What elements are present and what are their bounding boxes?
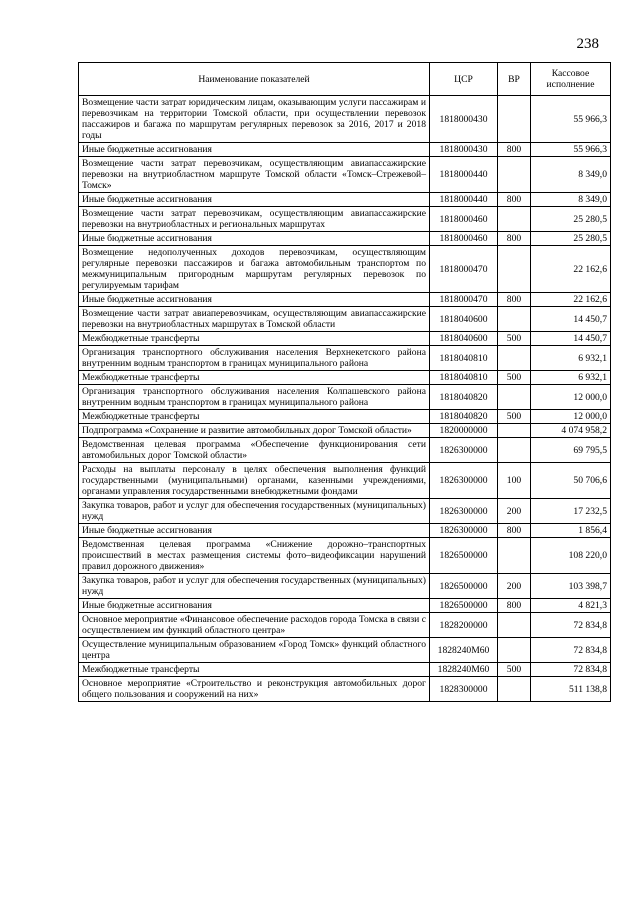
table-row xyxy=(79,246,611,293)
row-name-cell: Иные бюджетные ассигнования xyxy=(79,524,430,538)
row-csr-cell: 1818000430 xyxy=(430,96,498,143)
table-row xyxy=(79,499,611,524)
table-row xyxy=(79,346,611,371)
row-name-cell: Возмещение части затрат юридическим лицам, оказывающим услуги пассажирам и перевозчикам на территории Томской области, при осуществлении перевозок пассажиров и багажа по маршрутам регулярных перевозок за 2016, 2017 и 2018 годы xyxy=(79,96,430,143)
row-name-cell: Иные бюджетные ассигнования xyxy=(79,599,430,613)
row-csr-cell: 1826300000 xyxy=(430,438,498,463)
row-vr-cell: 500 xyxy=(498,410,531,424)
row-csr-cell: 1818040600 xyxy=(430,307,498,332)
row-csr-cell: 1826500000 xyxy=(430,599,498,613)
table-row xyxy=(79,293,611,307)
row-csr-cell: 1818000470 xyxy=(430,293,498,307)
table-row xyxy=(79,332,611,346)
row-sum-cell: 25 280,5 xyxy=(531,207,611,232)
table-row xyxy=(79,143,611,157)
row-vr-cell xyxy=(498,424,531,438)
header-name: Наименование показателей xyxy=(79,63,430,96)
row-vr-cell: 800 xyxy=(498,232,531,246)
row-name-cell: Возмещение части затрат перевозчикам, осуществляющим авиапассажирские перевозки на внутриобластном маршруте Томской области «Томск–Стрежевой–Томск» xyxy=(79,157,430,193)
table-body xyxy=(79,96,611,702)
table-row xyxy=(79,371,611,385)
row-sum-cell: 511 138,8 xyxy=(531,677,611,702)
row-vr-cell xyxy=(498,638,531,663)
row-vr-cell: 800 xyxy=(498,293,531,307)
row-sum-cell: 12 000,0 xyxy=(531,410,611,424)
table-row xyxy=(79,599,611,613)
row-vr-cell: 500 xyxy=(498,371,531,385)
row-sum-cell: 55 966,3 xyxy=(531,96,611,143)
budget-table xyxy=(78,62,611,702)
table-row xyxy=(79,424,611,438)
table-row xyxy=(79,307,611,332)
row-vr-cell xyxy=(498,385,531,410)
header-vr: ВР xyxy=(498,63,531,96)
row-name-cell: Возмещение части затрат перевозчикам, осуществляющим авиапассажирские перевозки на внутриобластных и региональных маршрутах xyxy=(79,207,430,232)
row-vr-cell xyxy=(498,538,531,574)
row-csr-cell: 1818000440 xyxy=(430,193,498,207)
row-vr-cell: 500 xyxy=(498,332,531,346)
row-vr-cell: 200 xyxy=(498,499,531,524)
row-vr-cell xyxy=(498,613,531,638)
row-name-cell: Закупка товаров, работ и услуг для обеспечения государственных (муниципальных) нужд xyxy=(79,574,430,599)
row-sum-cell: 6 932,1 xyxy=(531,346,611,371)
table-row xyxy=(79,613,611,638)
row-csr-cell: 1826500000 xyxy=(430,538,498,574)
table-row xyxy=(79,193,611,207)
row-sum-cell: 8 349,0 xyxy=(531,157,611,193)
row-name-cell: Основное мероприятие «Строительство и реконструкция автомобильных дорог общего пользования и сооружений на них» xyxy=(79,677,430,702)
row-vr-cell xyxy=(498,346,531,371)
table-row xyxy=(79,438,611,463)
row-name-cell: Закупка товаров, работ и услуг для обеспечения государственных (муниципальных) нужд xyxy=(79,499,430,524)
table-row xyxy=(79,524,611,538)
row-csr-cell: 1828240M60 xyxy=(430,638,498,663)
row-vr-cell xyxy=(498,207,531,232)
row-sum-cell: 72 834,8 xyxy=(531,638,611,663)
row-name-cell: Межбюджетные трансферты xyxy=(79,332,430,346)
table-row xyxy=(79,538,611,574)
row-csr-cell: 1826500000 xyxy=(430,574,498,599)
table-row xyxy=(79,410,611,424)
header-csr: ЦСР xyxy=(430,63,498,96)
row-sum-cell: 17 232,5 xyxy=(531,499,611,524)
row-vr-cell: 100 xyxy=(498,463,531,499)
row-csr-cell: 1818040810 xyxy=(430,371,498,385)
row-vr-cell: 200 xyxy=(498,574,531,599)
row-csr-cell: 1826300000 xyxy=(430,499,498,524)
row-csr-cell: 1826300000 xyxy=(430,524,498,538)
table-row xyxy=(79,157,611,193)
row-name-cell: Иные бюджетные ассигнования xyxy=(79,293,430,307)
row-name-cell: Иные бюджетные ассигнования xyxy=(79,232,430,246)
row-name-cell: Межбюджетные трансферты xyxy=(79,371,430,385)
row-csr-cell: 1826300000 xyxy=(430,463,498,499)
row-sum-cell: 1 856,4 xyxy=(531,524,611,538)
header-sum: Кассовое исполнение xyxy=(531,63,611,96)
row-vr-cell xyxy=(498,157,531,193)
row-sum-cell: 14 450,7 xyxy=(531,307,611,332)
row-name-cell: Межбюджетные трансферты xyxy=(79,663,430,677)
row-vr-cell: 800 xyxy=(498,143,531,157)
row-name-cell: Расходы на выплаты персоналу в целях обеспечения выполнения функций государственными (муниципальными) органами, казенными учреждениями, органами управления государственными внебюджетными фондами xyxy=(79,463,430,499)
row-name-cell: Межбюджетные трансферты xyxy=(79,410,430,424)
row-sum-cell: 8 349,0 xyxy=(531,193,611,207)
row-sum-cell: 72 834,8 xyxy=(531,663,611,677)
table-header-row xyxy=(79,63,611,96)
row-csr-cell: 1828200000 xyxy=(430,613,498,638)
row-name-cell: Основное мероприятие «Финансовое обеспечение расходов города Томска в связи с осуществлением им функций областного центра» xyxy=(79,613,430,638)
row-sum-cell: 103 398,7 xyxy=(531,574,611,599)
row-name-cell: Иные бюджетные ассигнования xyxy=(79,193,430,207)
row-vr-cell: 800 xyxy=(498,193,531,207)
row-name-cell: Ведомственная целевая программа «Снижение дорожно–транспортных происшествий в местах размещения системы фото–видеофиксации нарушений правил дорожного движения» xyxy=(79,538,430,574)
row-sum-cell: 4 074 958,2 xyxy=(531,424,611,438)
row-sum-cell: 50 706,6 xyxy=(531,463,611,499)
row-name-cell: Возмещение недополученных доходов перевозчикам, осуществляющим регулярные перевозки пассажиров и багажа автомобильным транспортом по межмуниципальным пригородным маршрутам регулярных перевозок по регулируемым тарифам xyxy=(79,246,430,293)
row-csr-cell: 1818000470 xyxy=(430,246,498,293)
row-sum-cell: 22 162,6 xyxy=(531,293,611,307)
row-vr-cell: 800 xyxy=(498,599,531,613)
row-name-cell: Осуществление муниципальным образованием «Город Томск» функций областного центра xyxy=(79,638,430,663)
table-row xyxy=(79,463,611,499)
row-csr-cell: 1828300000 xyxy=(430,677,498,702)
row-sum-cell: 25 280,5 xyxy=(531,232,611,246)
row-vr-cell xyxy=(498,307,531,332)
row-vr-cell: 800 xyxy=(498,524,531,538)
row-sum-cell: 14 450,7 xyxy=(531,332,611,346)
row-csr-cell: 1818000440 xyxy=(430,157,498,193)
row-name-cell: Иные бюджетные ассигнования xyxy=(79,143,430,157)
row-csr-cell: 1818000430 xyxy=(430,143,498,157)
page-number: 238 xyxy=(576,36,599,52)
row-vr-cell: 500 xyxy=(498,663,531,677)
table-row xyxy=(79,574,611,599)
row-vr-cell xyxy=(498,96,531,143)
row-name-cell: Ведомственная целевая программа «Обеспечение функционирования сети автомобильных дорог Томской области» xyxy=(79,438,430,463)
row-sum-cell: 6 932,1 xyxy=(531,371,611,385)
row-sum-cell: 22 162,6 xyxy=(531,246,611,293)
row-csr-cell: 1818040600 xyxy=(430,332,498,346)
row-sum-cell: 72 834,8 xyxy=(531,613,611,638)
table-row xyxy=(79,96,611,143)
row-sum-cell: 69 795,5 xyxy=(531,438,611,463)
row-name-cell: Возмещение части затрат авиаперевозчикам, осуществляющим авиапассажирские перевозки на внутриобластных маршрутах в Томской области xyxy=(79,307,430,332)
row-sum-cell: 55 966,3 xyxy=(531,143,611,157)
table-row xyxy=(79,663,611,677)
table-row xyxy=(79,232,611,246)
row-sum-cell: 12 000,0 xyxy=(531,385,611,410)
row-name-cell: Организация транспортного обслуживания населения Верхнекетского района внутренним водным транспортом в границах муниципального района xyxy=(79,346,430,371)
row-csr-cell: 1820000000 xyxy=(430,424,498,438)
row-sum-cell: 108 220,0 xyxy=(531,538,611,574)
row-csr-cell: 1818040820 xyxy=(430,410,498,424)
row-csr-cell: 1818000460 xyxy=(430,207,498,232)
row-vr-cell xyxy=(498,677,531,702)
row-csr-cell: 1818040820 xyxy=(430,385,498,410)
table-row xyxy=(79,677,611,702)
row-vr-cell xyxy=(498,438,531,463)
row-csr-cell: 1818040810 xyxy=(430,346,498,371)
row-sum-cell: 4 821,3 xyxy=(531,599,611,613)
row-csr-cell: 1828240M60 xyxy=(430,663,498,677)
row-name-cell: Подпрограмма «Сохранение и развитие автомобильных дорог Томской области» xyxy=(79,424,430,438)
table-row xyxy=(79,638,611,663)
table-row xyxy=(79,385,611,410)
row-csr-cell: 1818000460 xyxy=(430,232,498,246)
row-name-cell: Организация транспортного обслуживания населения Колпашевского района внутренним водным транспортом в границах муниципального района xyxy=(79,385,430,410)
table-row xyxy=(79,207,611,232)
row-vr-cell xyxy=(498,246,531,293)
